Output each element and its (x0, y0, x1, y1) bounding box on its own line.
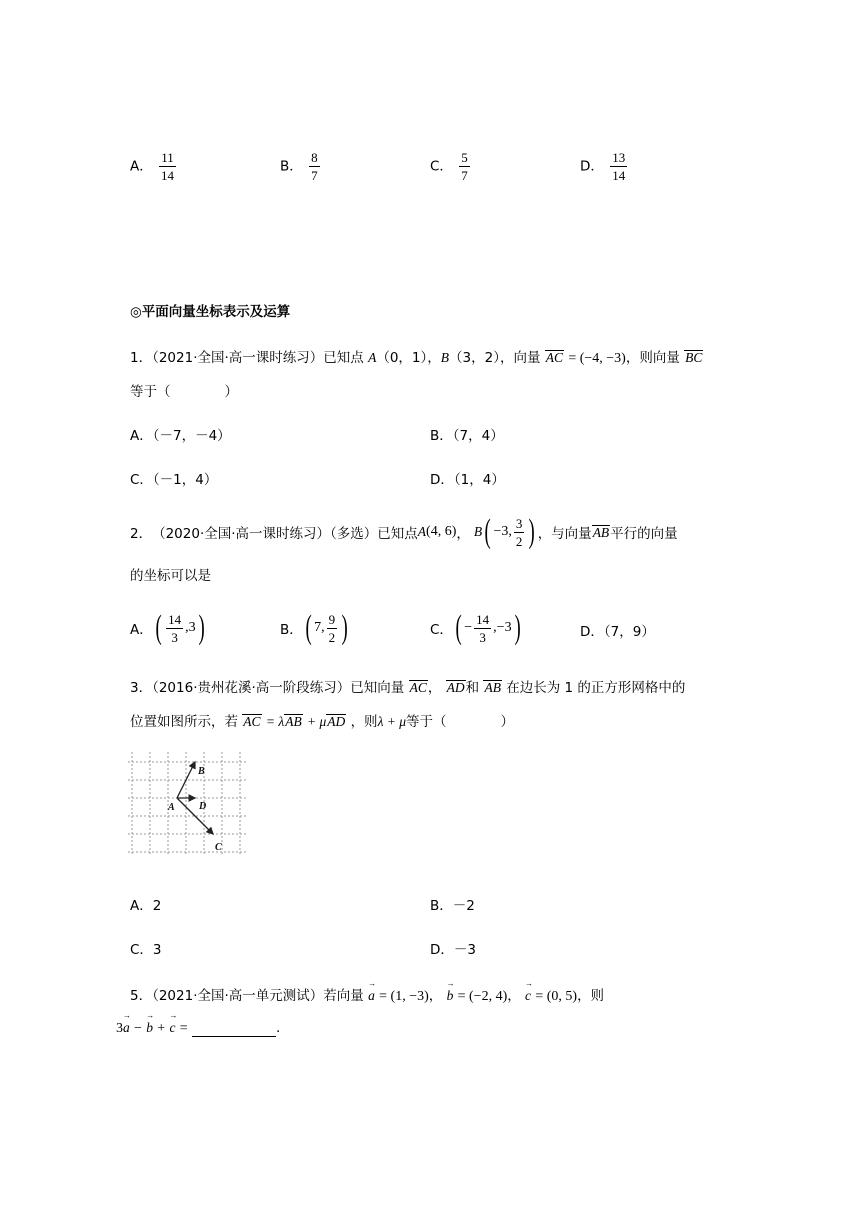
vector-ab: AB (592, 525, 610, 540)
q3-option-b: B．－2 (430, 898, 475, 914)
q3-option-d: D．－3 (430, 942, 476, 958)
fraction: $\frac{11}{14}$ (161, 150, 175, 183)
section-title: ◎平面向量坐标表示及运算 (130, 304, 291, 320)
q2-option-d: D．（7，9） (580, 624, 655, 640)
option-letter: C． (430, 158, 453, 175)
q5-line2: 3→ a − → b + → c = . (116, 1020, 280, 1037)
q1-option-a: A．（－7，－4） (130, 428, 231, 444)
label-d: D (199, 801, 207, 812)
vector-bc: BC (685, 350, 703, 365)
q2-line1: 2． （2020·全国·高一课时练习）（多选）已知点 A (4, 6) ， B ( −3, $\frac{3}{2}$ ) ，与向量 AB 平行的向量 (130, 513, 678, 550)
label-a: A (168, 802, 175, 813)
grid-lines (128, 752, 246, 854)
top-option-a (130, 150, 178, 183)
fraction: $\frac{14}{3}$ (476, 611, 490, 645)
fraction: $\frac{3}{2}$ (515, 515, 523, 549)
top-option-b (280, 150, 322, 183)
q2-option-b: B． ( 7, $\frac{9}{2}$ ) (280, 609, 348, 646)
fraction: $\frac{14}{3}$ (168, 611, 182, 645)
q3-option-c: C．3 (130, 942, 162, 958)
q3-line2: 位置如图所示，若 AC = λAB + μAD ，则λ + μ等于（ ） (130, 714, 515, 730)
q1-option-d: D．（1，4） (430, 472, 505, 488)
top-option-c (430, 150, 472, 183)
fraction: $\frac{9}{2}$ (328, 611, 336, 645)
vector-ab: AB (484, 680, 501, 695)
answer-blank[interactable] (192, 1022, 276, 1037)
vector-ac: AC (409, 680, 427, 695)
q1-option-c: C．（－1，4） (130, 472, 218, 488)
top-option-d (580, 150, 629, 183)
fraction: $\frac{8}{7}$ (311, 150, 318, 183)
vector-b: → b (447, 988, 454, 1004)
q2-line2: 的坐标可以是 (130, 568, 211, 584)
q1-line1: 1．（2021·全国·高一课时练习）已知点 A（0，1），B（3，2），向量 AC = (−4, −3)，则向量 BC (130, 350, 703, 366)
vector-c: → c (525, 988, 531, 1004)
q5-line1: 5．（2021·全国·高一单元测试）若向量 → a = (1, −3)， → b = (−2, 4)， → c = (0, 5)，则 (130, 984, 604, 1005)
vector-ac-arrow (177, 798, 213, 834)
q1-line2: 等于（ ） (130, 384, 238, 400)
label-b: B (198, 766, 205, 777)
vector-grid-figure (128, 752, 246, 854)
vector-ac: AC (545, 350, 564, 365)
vector-ad: AD (446, 680, 465, 695)
option-letter: A． (130, 158, 153, 175)
option-letter: D． (580, 158, 604, 175)
q3-option-a: A．2 (130, 898, 162, 914)
fraction: $\frac{5}{7}$ (461, 150, 468, 183)
q2-option-a: A． ( $\frac{14}{3}$ ,3 ) (130, 609, 205, 646)
label-c: C (215, 842, 222, 853)
vector-a: → a (368, 988, 375, 1004)
q2-option-c: C． ( − $\frac{14}{3}$ ,−3 ) (430, 609, 521, 646)
fraction: $\frac{13}{14}$ (612, 150, 626, 183)
q3-line1: 3．（2016·贵州花溪·高一阶段练习）已知向量 AC， AD和 AB 在边长为 1 的正方形网格中的 (130, 680, 686, 696)
option-letter: B． (280, 158, 303, 175)
q1-option-b: B．（7，4） (430, 428, 504, 444)
